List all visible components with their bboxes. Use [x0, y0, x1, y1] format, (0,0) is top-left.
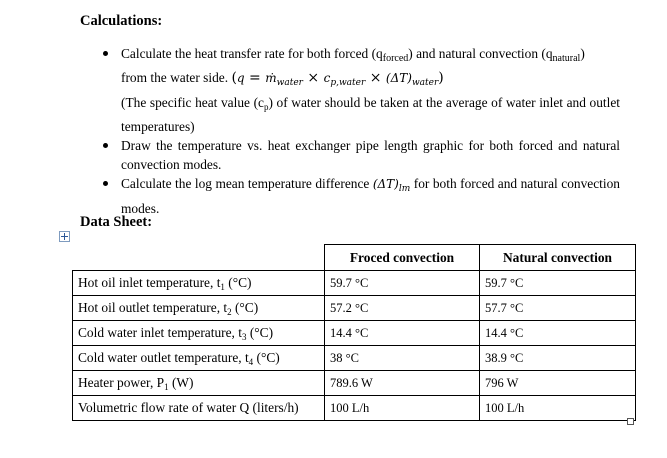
bullet-text: Draw the temperature vs. heat exchanger pipe length graphic for both forced and natural convection modes.: [121, 138, 620, 172]
data-sheet-heading: Data Sheet:: [80, 214, 153, 230]
heat-transfer-formula: (q = ṁ$_{water}$ × $c_{p,water} \times (\Delta T)_{water}$): [231, 70, 444, 88]
natural-value: 14.4 °C: [480, 321, 636, 346]
bullet-text: ): [580, 46, 585, 61]
forced-value: 14.4 °C: [325, 321, 480, 346]
bullet-icon: [103, 51, 108, 56]
table-row: [73, 296, 636, 321]
header-cell-forced: Froced convection: [325, 245, 480, 271]
bullet-text: ) and natural convection (q: [408, 46, 553, 61]
bullet-text: from the water side.: [121, 70, 229, 85]
bullet-note: ) of water should be taken at the average of water inlet and outlet temperatures): [121, 95, 621, 134]
calculations-list: [100, 44, 620, 218]
table-row: [73, 321, 636, 346]
natural-value: 796 W: [480, 371, 636, 396]
forced-value: 100 L/h: [325, 396, 480, 421]
lmtd-formula: $(\Delta T)_{lm}$: [372, 177, 411, 194]
subscript-p: p: [263, 102, 269, 112]
subscript-natural: natural: [552, 53, 581, 64]
table-header-row: [73, 245, 636, 271]
table-move-handle-icon[interactable]: [59, 231, 70, 242]
header-cell-empty: [73, 245, 325, 271]
subscript-forced: forced: [382, 53, 409, 64]
bullet-text: for both forced and natural convection modes.: [121, 176, 620, 216]
table-resize-handle-icon[interactable]: [627, 418, 634, 425]
bullet-icon: [103, 143, 108, 148]
forced-value: 789.6 W: [325, 371, 480, 396]
natural-value: 57.7 °C: [480, 296, 636, 321]
calculations-heading: Calculations:: [80, 13, 163, 29]
list-item: [100, 136, 620, 174]
bullet-text: Calculate the heat transfer rate for both forced (q: [121, 46, 383, 61]
list-item: [100, 44, 620, 136]
forced-value: 59.7 °C: [325, 271, 480, 296]
table-row: [73, 396, 636, 421]
row-label: Heater power, $P_1$ (W): [73, 371, 325, 396]
natural-value: 59.7 °C: [480, 271, 636, 296]
forced-value: 57.2 °C: [325, 296, 480, 321]
natural-value: 38.9 °C: [480, 346, 636, 371]
row-label: Hot oil inlet temperature, $t_1$ (°C): [73, 271, 325, 296]
row-label: Hot oil outlet temperature, $t_2$ (°C): [73, 296, 325, 321]
table-row: [73, 371, 636, 396]
row-label: Volumetric flow rate of water Q (liters/h): [73, 396, 325, 421]
table-row: [73, 346, 636, 371]
data-sheet-table: [72, 244, 636, 421]
table-row: [73, 271, 636, 296]
row-label: Cold water outlet temperature, $t_4$ (°C): [73, 346, 325, 371]
natural-value: 100 L/h: [480, 396, 636, 421]
row-label: Cold water inlet temperature, $t_3$ (°C): [73, 321, 325, 346]
bullet-text: Calculate the log mean temperature difference: [121, 176, 373, 191]
list-item: [100, 174, 620, 218]
bullet-icon: [103, 181, 108, 186]
bullet-note: (The specific heat value (c: [121, 95, 264, 110]
header-cell-natural: Natural convection: [480, 245, 636, 271]
forced-value: 38 °C: [325, 346, 480, 371]
